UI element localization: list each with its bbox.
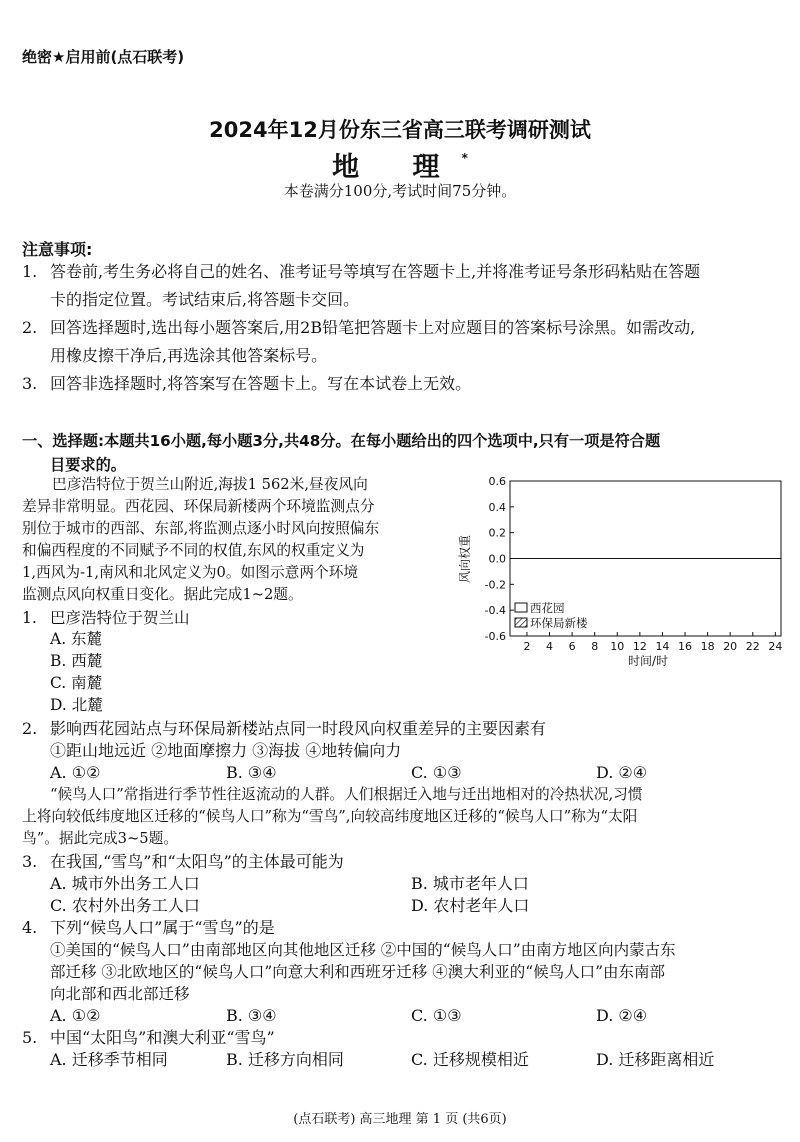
x-tick-label: 10 — [610, 640, 625, 653]
q5-option-d: D. 迁移距离相近 — [596, 1050, 715, 1069]
q4-option-b: B. ③④ — [226, 1006, 277, 1025]
notice-item-1-number: 1. — [22, 262, 38, 281]
notice-item-2-line-1: 回答选择题时,选出每小题答案后,用2B铅笔把答题卡上对应题目的答案标号涂黑。如需改动, — [50, 318, 696, 337]
q1-option-a: A. 东麓 — [50, 630, 103, 648]
q4-items-line-1: ①美国的“候鸟人口”由南部地区向其他地区迁移 ②中国的“候鸟人口”由南方地区向内蒙古东 — [50, 941, 676, 959]
section-1-heading-cont: 目要求的。 — [50, 456, 126, 474]
q3-stem: 在我国,“雪鸟”和“太阳鸟”的主体最可能为 — [50, 852, 344, 871]
y-tick-label: -0.6 — [484, 630, 506, 643]
q1-number: 1. — [22, 609, 37, 627]
subject-title — [0, 145, 800, 184]
section-1-heading: 一、选择题:本题共16小题,每小题3分,共48分。在每小题给出的四个选项中,只有一项是符合题 — [22, 432, 661, 450]
q3-option-c: C. 农村外出务工人口 — [50, 896, 200, 915]
confidential-label: 绝密★启用前(点石联考) — [22, 48, 185, 66]
x-tick-label: 22 — [745, 640, 760, 653]
subject-mark: * — [461, 151, 468, 165]
q4-stem: 下列“候鸟人口”属于“雪鸟”的是 — [50, 918, 275, 937]
x-tick-label: 8 — [591, 640, 599, 653]
notice-item-2-line-2: 用橡皮擦干净后,再选涂其他答案标号。 — [50, 346, 328, 365]
passage-1-line-4: 和偏西程度的不同赋予不同的权值,东风的权重定义为 — [22, 542, 365, 559]
q2-number: 2. — [22, 719, 38, 738]
q2-option-b: B. ③④ — [226, 763, 277, 782]
x-tick-label: 12 — [632, 640, 647, 653]
notice-item-2-number: 2. — [22, 318, 38, 337]
q4-option-d: D. ②④ — [596, 1006, 648, 1025]
x-tick-label: 20 — [723, 640, 738, 653]
exam-meta: 本卷满分100分,考试时间75分钟。 — [283, 182, 517, 200]
y-tick-label: 0.6 — [488, 475, 506, 488]
chart-y-label: 风向权重 — [458, 534, 472, 584]
notice-title: 注意事项: — [22, 240, 93, 259]
x-tick-label: 16 — [678, 640, 693, 653]
x-tick-label: 24 — [768, 640, 783, 653]
x-tick-label: 4 — [546, 640, 554, 653]
passage-1-line-3: 别位于城市的西部、东部,将监测点逐小时风向按照偏东 — [22, 520, 380, 537]
q2-option-d: D. ②④ — [596, 763, 648, 782]
x-tick-label: 6 — [568, 640, 576, 653]
q1-option-b: B. 西麓 — [50, 652, 103, 670]
legend-swatch-xihuayuan — [515, 603, 527, 612]
page-footer: (点石联考) 高三地理 第 1 页 (共6页) — [293, 1112, 507, 1127]
q3-option-a: A. 城市外出务工人口 — [50, 874, 200, 893]
q4-option-c: C. ①③ — [411, 1006, 462, 1025]
passage-1-line-5: 1,西风为-1,南风和北风定义为0。如图示意两个环境 — [22, 564, 359, 581]
q2-stem: 影响西花园站点与环保局新楼站点同一时段风向权重差异的主要因素有 — [50, 719, 547, 738]
y-tick-label: -0.2 — [484, 578, 506, 592]
x-tick-label: 14 — [655, 640, 670, 653]
q1-option-c: C. 南麓 — [50, 674, 103, 692]
y-tick-label: 0.2 — [488, 526, 506, 540]
q5-stem: 中国“太阳鸟”和澳大利亚“雪鸟” — [50, 1028, 275, 1047]
exam-title: 2024年12月份东三省高三联考调研测试 — [209, 118, 591, 142]
x-tick-label: 18 — [700, 640, 715, 653]
q2-option-a: A. ①② — [50, 763, 101, 782]
passage-1-line-1: 巴彦浩特位于贺兰山附近,海拔1 562米,昼夜风向 — [52, 476, 368, 493]
legend-label-xihuayuan: 西花园 — [530, 601, 565, 615]
q4-option-a: A. ①② — [50, 1006, 101, 1025]
q4-items-line-2: 部迁移 ③北欧地区的“候鸟人口”向意大利和西班牙迁移 ④澳大利亚的“候鸟人口”由东南部 — [50, 963, 666, 981]
x-tick-label: 2 — [523, 640, 531, 653]
q5-number: 5. — [22, 1028, 38, 1047]
notice-item-3-line-1: 回答非选择题时,将答案写在答题卡上。写在本试卷上无效。 — [50, 374, 472, 393]
q5-option-c: C. 迁移规模相近 — [411, 1050, 529, 1069]
q5-option-b: B. 迁移方向相同 — [226, 1050, 344, 1069]
passage-2-line-3: 鸟”。据此完成3~5题。 — [22, 830, 179, 847]
chart-x-label: 时间/时 — [627, 654, 669, 668]
notice-item-1-line-2: 卡的指定位置。考试结束后,将答题卡交回。 — [50, 290, 360, 309]
q1-option-d: D. 北麓 — [50, 696, 103, 714]
y-tick-label: 0.4 — [488, 500, 506, 514]
passage-2-line-2: 上将向较低纬度地区迁移的“候鸟人口”称为“雪鸟”,向较高纬度地区迁移的“候鸟人口”称为“太阳 — [22, 808, 638, 825]
q1-stem: 巴彦浩特位于贺兰山 — [50, 609, 190, 627]
passage-2-line-1: “候鸟人口”常指进行季节性往返流动的人群。人们根据迁入地与迁出地相对的冷热状况,习惯 — [50, 786, 643, 803]
q2-items: ①距山地远近 ②地面摩擦力 ③海拔 ④地转偏向力 — [50, 741, 402, 760]
q2-option-c: C. ①③ — [411, 763, 462, 782]
y-tick-label: 0.0 — [488, 552, 506, 566]
notice-item-3-number: 3. — [22, 374, 38, 393]
legend-swatch-huanbaoju — [515, 618, 527, 627]
subject-name: 地 理 — [332, 152, 462, 183]
q5-option-a: A. 迁移季节相同 — [50, 1050, 168, 1069]
passage-1-line-6: 监测点风向权重日变化。据此完成1~2题。 — [22, 586, 303, 603]
legend-label-huanbaoju: 环保局新楼 — [530, 616, 588, 630]
q3-option-b: B. 城市老年人口 — [411, 874, 529, 893]
wind-weight-chart — [455, 470, 790, 672]
y-tick-label: -0.4 — [484, 604, 506, 618]
q4-items-line-3: 向北部和西北部迁移 — [50, 985, 190, 1003]
q3-option-d: D. 农村老年人口 — [411, 896, 530, 915]
notice-item-1-line-1: 答卷前,考生务必将自己的姓名、准考证号等填写在答题卡上,并将准考证号条形码粘贴在答题 — [50, 262, 701, 281]
passage-1-line-2: 差异非常明显。西花园、环保局新楼两个环境监测点分 — [22, 498, 375, 515]
q3-number: 3. — [22, 852, 38, 871]
q4-number: 4. — [22, 918, 38, 937]
